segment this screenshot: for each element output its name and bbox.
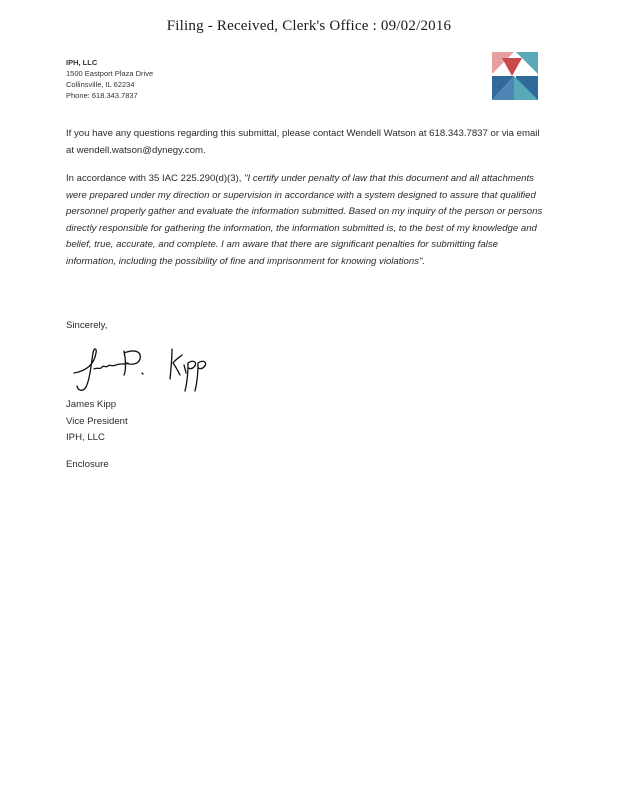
signer-title: Vice President <box>66 415 128 427</box>
salutation: Sincerely, <box>66 320 108 331</box>
certification-paragraph <box>66 171 546 270</box>
enclosure-note: Enclosure <box>66 459 109 470</box>
certification-statement: "I certify under penalty of law that this document and all attachments were prepared under my direction or supervision in accordance with a system designed to assure that qualified personnel properly gather and evaluate the information submitted. Based on my inquiry of the person or persons directly responsible for gathering the information, the information submitted is, to the best of my knowledge and belief, true, accurate, and complete. I am aware that there are significant penalties for submitting false information, including the possibility of fine and imprisonment for knowing violations". <box>66 173 543 267</box>
sender-address-line1: 1500 Eastport Plaza Drive <box>66 69 154 78</box>
handwritten-signature-icon <box>64 345 224 395</box>
signer-name: James Kipp <box>66 399 117 410</box>
signer-company: IPH, LLC <box>66 432 105 443</box>
sender-phone: Phone: 618.343.7837 <box>66 91 138 100</box>
sender-address-line2: Collinsville, IL 62234 <box>66 80 135 89</box>
contact-paragraph: If you have any questions regarding this submittal, please contact Wendell Watson at 618.343.7837 or via email at wendell.watson@dynegy.com. <box>66 128 540 156</box>
certification-intro: In accordance with 35 IAC 225.290(d)(3), <box>66 173 245 184</box>
filing-stamp: Filing - Received, Clerk's Office : 09/02/2016 <box>166 18 452 34</box>
sender-company: IPH, LLC <box>66 58 98 67</box>
sender-address <box>66 57 153 101</box>
signature-block <box>66 397 128 447</box>
company-logo-icon <box>492 52 538 100</box>
